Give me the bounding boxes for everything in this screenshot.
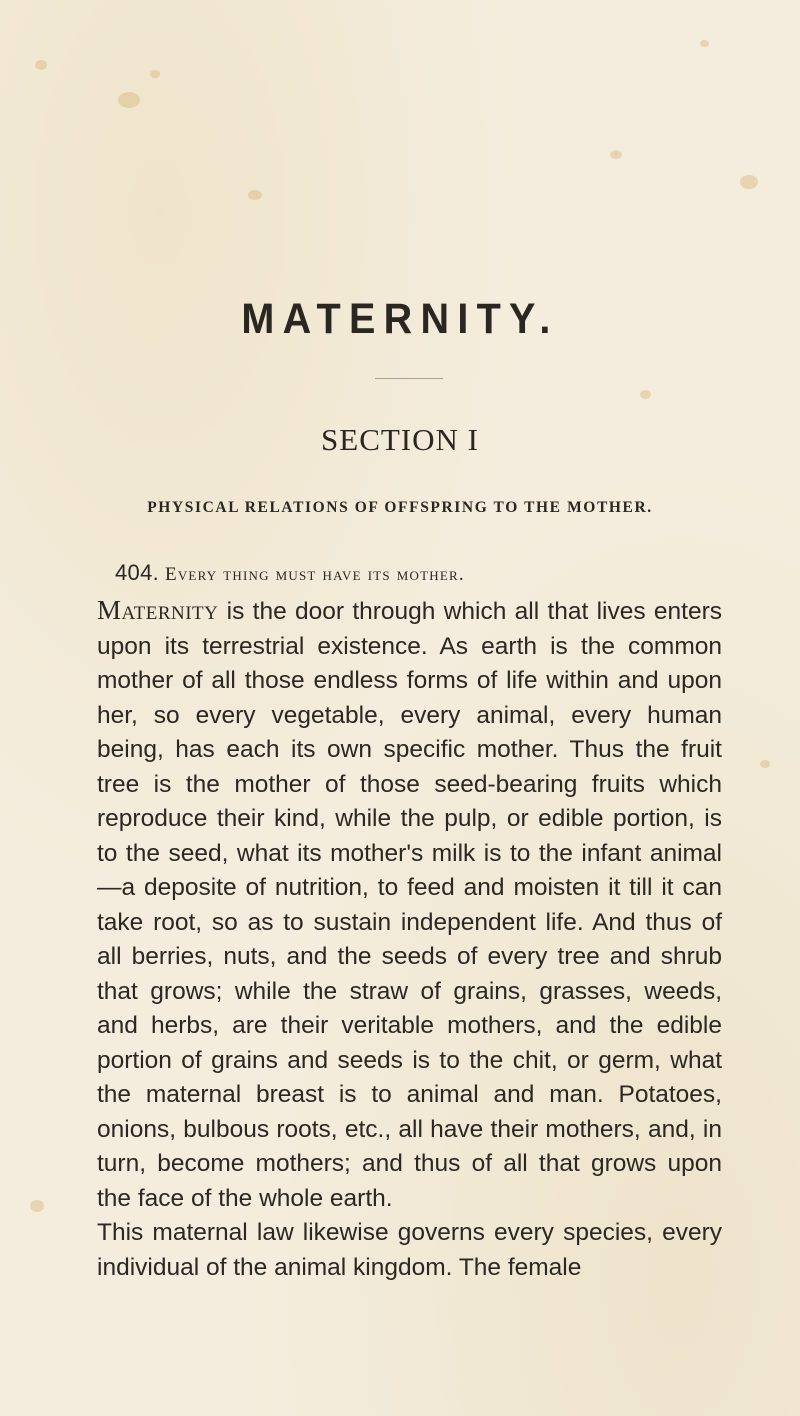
chapter-title: MATERNITY.	[241, 295, 559, 343]
paragraph-1-text: is the door through which all that lives enters upon its terrestrial existence. As earth is the common mother of all those endless forms of life within and upon her, so every vegetable, every animal, every human being, has each its own specific mother. Thus the fruit tree is the mother of those seed-bearing fruits which reproduce their kind, while the pulp, or edible portion, is to the seed, what its mother's milk is to the infant animal—a deposite of nutrition, to feed and moisten it till it can take root, so as to sustain independent life. And thus of all berries, nuts, and the seeds of every tree and shrub that grows; while the straw of grains, grasses, weeds, and herbs, are their veritable mothers, and the edible portion of grains and seeds is to the chit, or germ, what the maternal breast is to animal and man. Potatoes, onions, bulbous roots, etc., all have their mothers, and, in turn, become mothers; and thus of all that grows upon the face of the whole earth.	[97, 598, 722, 1212]
paragraph-heading	[115, 562, 465, 584]
section-heading: SECTION I	[321, 422, 479, 457]
section-subheading: PHYSICAL RELATIONS OF OFFSPRING TO THE MOTHER.	[147, 499, 653, 516]
paragraph-number: 404.	[115, 560, 160, 585]
lead-word: Maternity	[97, 595, 219, 625]
paragraph-title: Every thing must have its mother.	[165, 564, 465, 585]
body-text	[97, 593, 722, 1285]
divider-rule	[375, 378, 443, 379]
paragraph-2: This maternal law likewise governs every species, every individual of the animal kingdom. The female	[97, 1219, 722, 1281]
paragraph-1	[97, 593, 722, 1216]
